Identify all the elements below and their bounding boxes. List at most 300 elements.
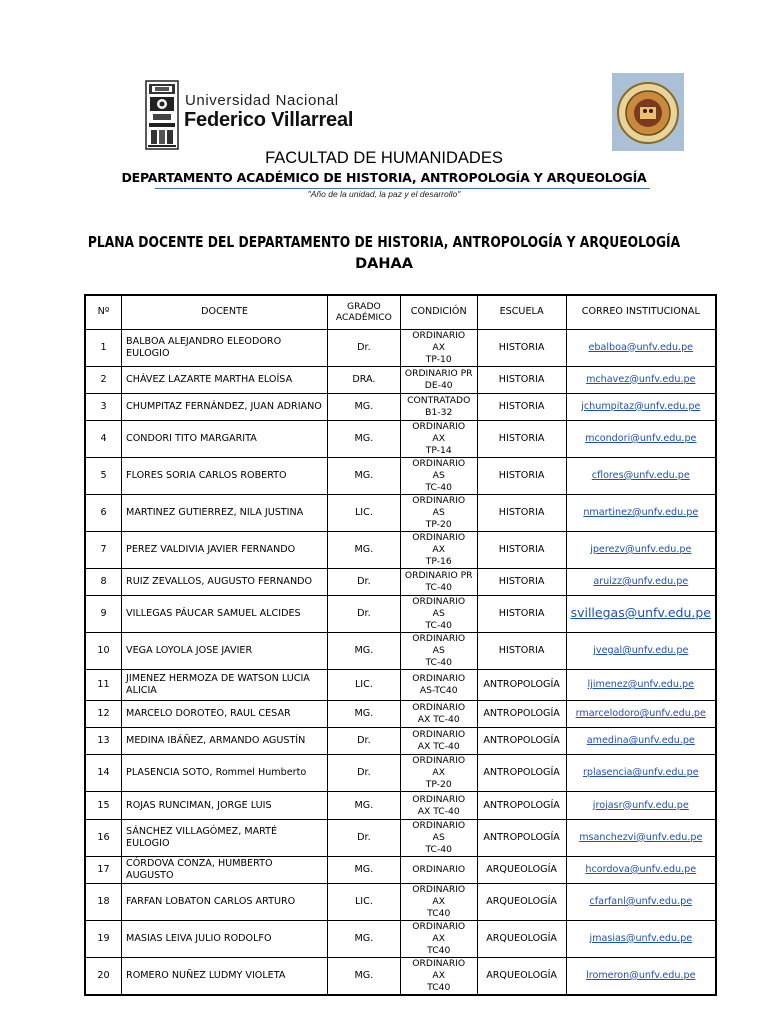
- academic-degree: MG.: [354, 645, 374, 657]
- condition-line2: TP-20: [425, 518, 452, 530]
- school-name: HISTORIA: [498, 543, 545, 555]
- row-number: 2: [100, 373, 107, 385]
- academic-degree: MG.: [354, 969, 374, 981]
- row-number: 17: [97, 863, 110, 875]
- academic-degree: MG.: [354, 708, 374, 720]
- cell-correo: [566, 329, 716, 366]
- teacher-name-cont: ALICIA: [126, 685, 157, 697]
- condition-line1: ORDINARIO: [412, 673, 466, 685]
- cell-grado: [328, 329, 401, 366]
- cell-grado: [328, 366, 401, 393]
- school-name: HISTORIA: [498, 469, 545, 481]
- condition-line2: TC40: [427, 944, 451, 956]
- academic-degree: MG.: [354, 432, 374, 444]
- academic-degree: LIC.: [354, 506, 373, 518]
- table-row: [85, 920, 716, 957]
- cell-correo: [566, 633, 716, 670]
- cell-num: [85, 792, 122, 819]
- teacher-name: MASIAS LEIVA JULIO RODOLFO: [126, 932, 272, 944]
- cell-grado: [328, 568, 401, 595]
- cell-grado: [328, 728, 401, 755]
- table-row: [85, 568, 716, 595]
- row-number: 5: [100, 469, 107, 481]
- academic-degree: Dr.: [357, 341, 371, 353]
- condition-line1: ORDINARIO AX: [412, 957, 466, 981]
- email-link[interactable]: lromeron@unfv.edu.pe: [586, 969, 696, 981]
- cell-num: [85, 596, 122, 633]
- table-row: [85, 494, 716, 531]
- row-number: 9: [100, 608, 107, 620]
- cell-grado: [328, 792, 401, 819]
- cell-condicion: [400, 920, 477, 957]
- row-number: 15: [97, 799, 110, 811]
- row-number: 16: [97, 831, 110, 843]
- cell-docente: [122, 366, 328, 393]
- cell-num: [85, 568, 122, 595]
- cell-correo: [566, 728, 716, 755]
- cell-escuela: [477, 393, 566, 420]
- table-row: [85, 596, 716, 633]
- teacher-name: RUIZ ZEVALLOS, AUGUSTO FERNANDO: [126, 575, 313, 587]
- department-title: DEPARTAMENTO ACADÉMICO DE HISTORIA, ANTROPOLOGÍA Y ARQUEOLOGÍA: [121, 170, 647, 185]
- condition-line1: ORDINARIO AS: [412, 457, 466, 481]
- condition-line2: DE-40: [424, 379, 453, 391]
- cell-escuela: [477, 596, 566, 633]
- cell-correo: [566, 883, 716, 920]
- motto: "Año de la unidad, la paz y el desarrollo": [307, 189, 461, 199]
- cell-grado: [328, 393, 401, 420]
- cell-correo: [566, 393, 716, 420]
- cell-correo: [566, 568, 716, 595]
- condition-line1: ORDINARIO AX: [412, 329, 466, 353]
- academic-degree: MG.: [354, 863, 374, 875]
- row-number: 6: [100, 506, 107, 518]
- academic-degree: Dr.: [357, 767, 371, 779]
- cell-docente: [122, 819, 328, 856]
- teacher-name: PLASENCIA SOTO, Rommel Humberto: [126, 767, 307, 779]
- academic-degree: LIC.: [354, 679, 373, 691]
- cell-escuela: [477, 329, 566, 366]
- cell-num: [85, 531, 122, 568]
- cell-grado: [328, 420, 401, 457]
- staff-table-body: [85, 329, 716, 995]
- academic-degree: LIC.: [354, 895, 373, 907]
- school-name: HISTORIA: [498, 506, 545, 518]
- school-name: ARQUEOLOGÍA: [486, 863, 557, 875]
- table-header-row: [85, 295, 716, 329]
- cell-correo: [566, 531, 716, 568]
- condition-line1: ORDINARIO AS: [412, 494, 466, 518]
- table-row: [85, 457, 716, 494]
- col-header-condicion: CONDICIÓN: [400, 295, 477, 329]
- cell-correo: [566, 596, 716, 633]
- school-name: ANTROPOLOGÍA: [483, 799, 560, 811]
- email-link[interactable]: rmarcelodoro@unfv.edu.pe: [575, 708, 706, 720]
- condition-line2: TP-14: [425, 444, 452, 456]
- row-number: 10: [97, 645, 110, 657]
- cell-num: [85, 957, 122, 995]
- condition-line2: AX TC-40: [417, 741, 460, 753]
- anniversary-seal-icon: [612, 73, 684, 151]
- email-link[interactable]: jchumpitaz@unfv.edu.pe: [581, 400, 701, 412]
- email-link[interactable]: jmasias@unfv.edu.pe: [589, 932, 693, 944]
- teacher-name: ROJAS RUNCIMAN, JORGE LUIS: [126, 799, 272, 811]
- cell-num: [85, 819, 122, 856]
- cell-num: [85, 856, 122, 883]
- table-row: [85, 670, 716, 701]
- cell-correo: [566, 457, 716, 494]
- email-link[interactable]: ljimenez@unfv.edu.pe: [587, 679, 695, 691]
- cell-docente: [122, 457, 328, 494]
- condition-line2: B1-32: [425, 406, 453, 418]
- cell-num: [85, 366, 122, 393]
- cell-docente: [122, 393, 328, 420]
- email-link[interactable]: mcondori@unfv.edu.pe: [585, 432, 697, 444]
- col-header-correo: CORREO INSTITUCIONAL: [566, 295, 716, 329]
- cell-grado: [328, 701, 401, 728]
- condition-line2: TC-40: [425, 581, 452, 593]
- email-link[interactable]: nmartinez@unfv.edu.pe: [583, 506, 699, 518]
- cell-condicion: [400, 792, 477, 819]
- col-header-grado-line2: ACADÉMICO: [335, 312, 392, 324]
- cell-condicion: [400, 728, 477, 755]
- cell-escuela: [477, 701, 566, 728]
- cell-docente: [122, 883, 328, 920]
- cell-escuela: [477, 457, 566, 494]
- cell-num: [85, 883, 122, 920]
- teacher-name: ROMERO NUÑEZ LUDMY VIOLETA: [126, 969, 286, 981]
- cell-docente: [122, 728, 328, 755]
- cell-escuela: [477, 957, 566, 995]
- cell-docente: [122, 420, 328, 457]
- condition-line2: TC-40: [425, 481, 452, 493]
- teacher-name: BALBOA ALEJANDRO ELEODORO EULOGIO: [126, 335, 282, 359]
- table-row: [85, 728, 716, 755]
- condition-line2: TC40: [427, 907, 451, 919]
- cell-condicion: [400, 596, 477, 633]
- cell-condicion: [400, 957, 477, 995]
- cell-escuela: [477, 568, 566, 595]
- school-name: HISTORIA: [498, 400, 545, 412]
- cell-docente: [122, 755, 328, 792]
- school-name: ARQUEOLOGÍA: [486, 895, 557, 907]
- cell-correo: [566, 856, 716, 883]
- cell-escuela: [477, 728, 566, 755]
- table-row: [85, 701, 716, 728]
- teacher-name: FARFAN LOBATON CARLOS ARTURO: [126, 895, 296, 907]
- cell-correo: [566, 420, 716, 457]
- cell-num: [85, 329, 122, 366]
- cell-docente: [122, 957, 328, 995]
- col-header-docente: DOCENTE: [122, 295, 328, 329]
- row-number: 18: [97, 895, 110, 907]
- document-acronym: DAHAA: [355, 256, 413, 272]
- cell-correo: [566, 670, 716, 701]
- row-number: 3: [100, 400, 107, 412]
- cell-num: [85, 633, 122, 670]
- cell-num: [85, 494, 122, 531]
- condition-line2: TP-20: [425, 779, 452, 791]
- cell-grado: [328, 596, 401, 633]
- academic-degree: MG.: [354, 543, 374, 555]
- email-link[interactable]: cfarfanl@unfv.edu.pe: [589, 895, 693, 907]
- cell-grado: [328, 883, 401, 920]
- email-link[interactable]: jvegal@unfv.edu.pe: [593, 645, 689, 657]
- cell-condicion: [400, 819, 477, 856]
- academic-degree: Dr.: [357, 831, 371, 843]
- academic-degree: Dr.: [357, 608, 371, 620]
- school-name: ARQUEOLOGÍA: [486, 932, 557, 944]
- table-row: [85, 420, 716, 457]
- condition-line1: ORDINARIO: [412, 702, 466, 714]
- teacher-name: VEGA LOYOLA JOSE JAVIER: [126, 645, 253, 657]
- school-name: ANTROPOLOGÍA: [483, 831, 560, 843]
- academic-degree: Dr.: [357, 575, 371, 587]
- condition-line1: ORDINARIO: [412, 793, 466, 805]
- cell-condicion: [400, 701, 477, 728]
- email-link[interactable]: ebalboa@unfv.edu.pe: [588, 341, 694, 353]
- academic-degree: MG.: [354, 799, 374, 811]
- cell-grado: [328, 670, 401, 701]
- cell-grado: [328, 819, 401, 856]
- university-name-line2: Federico Villarreal: [184, 109, 354, 131]
- cell-condicion: [400, 531, 477, 568]
- cell-correo: [566, 957, 716, 995]
- row-number: 13: [97, 735, 110, 747]
- table-row: [85, 329, 716, 366]
- cell-escuela: [477, 633, 566, 670]
- condition-line2: TC-40: [425, 843, 452, 855]
- condition-line1: ORDINARIO AX: [412, 755, 466, 779]
- table-row: [85, 792, 716, 819]
- university-logo: [145, 80, 354, 150]
- cell-correo: [566, 819, 716, 856]
- row-number: 19: [97, 932, 110, 944]
- table-row: [85, 819, 716, 856]
- cell-escuela: [477, 494, 566, 531]
- document-title: PLANA DOCENTE DEL DEPARTAMENTO DE HISTORIA, ANTROPOLOGÍA Y ARQUEOLOGÍA: [87, 233, 681, 251]
- cell-correo: [566, 494, 716, 531]
- row-number: 12: [97, 708, 110, 720]
- cell-docente: [122, 596, 328, 633]
- cell-condicion: [400, 420, 477, 457]
- table-row: [85, 393, 716, 420]
- cell-grado: [328, 920, 401, 957]
- condition-line2: TP-10: [425, 353, 452, 365]
- cell-docente: [122, 568, 328, 595]
- cell-escuela: [477, 755, 566, 792]
- teacher-name: CÓRDOVA CONZA, HUMBERTO AUGUSTO: [126, 857, 273, 881]
- email-link[interactable]: rplasencia@unfv.edu.pe: [582, 767, 699, 779]
- cell-escuela: [477, 792, 566, 819]
- condition-line1: ORDINARIO AX: [412, 883, 466, 907]
- cell-docente: [122, 701, 328, 728]
- cell-escuela: [477, 420, 566, 457]
- university-name-line1: Universidad Nacional: [185, 92, 339, 109]
- cell-docente: [122, 494, 328, 531]
- cell-num: [85, 457, 122, 494]
- table-row: [85, 366, 716, 393]
- school-name: HISTORIA: [498, 373, 545, 385]
- school-name: HISTORIA: [498, 432, 545, 444]
- condition-line1: ORDINARIO PR: [404, 569, 473, 581]
- cell-num: [85, 393, 122, 420]
- cell-docente: [122, 670, 328, 701]
- condition-line1: ORDINARIO: [412, 729, 466, 741]
- cell-escuela: [477, 920, 566, 957]
- cell-correo: [566, 366, 716, 393]
- condition-line1: ORDINARIO PR: [404, 367, 473, 379]
- cell-docente: [122, 920, 328, 957]
- teacher-name: FLORES SORIA CARLOS ROBERTO: [126, 469, 287, 481]
- teacher-name: CHUMPITAZ FERNÁNDEZ, JUAN ADRIANO: [126, 400, 322, 412]
- cell-grado: [328, 856, 401, 883]
- university-crest-icon: [145, 80, 179, 150]
- teacher-name: MARCELO DOROTEO, RAUL CESAR: [126, 708, 291, 720]
- cell-num: [85, 920, 122, 957]
- teacher-name: SÁNCHEZ VILLAGÓMEZ, MARTÉ EULOGIO: [126, 825, 278, 849]
- academic-degree: MG.: [354, 400, 374, 412]
- teacher-name: MEDINA IBÁÑEZ, ARMANDO AGUSTÍN: [126, 735, 306, 747]
- cell-num: [85, 670, 122, 701]
- table-row: [85, 755, 716, 792]
- cell-num: [85, 701, 122, 728]
- school-name: HISTORIA: [498, 645, 545, 657]
- school-name: ANTROPOLOGÍA: [483, 679, 560, 691]
- condition-line1: ORDINARIO: [412, 863, 466, 875]
- email-link[interactable]: amedina@unfv.edu.pe: [586, 735, 695, 747]
- cell-grado: [328, 494, 401, 531]
- email-link[interactable]: msanchezvi@unfv.edu.pe: [579, 831, 703, 843]
- condition-line2: TC40: [427, 981, 451, 993]
- col-header-escuela: ESCUELA: [477, 295, 566, 329]
- cell-grado: [328, 457, 401, 494]
- cell-condicion: [400, 393, 477, 420]
- condition-line1: ORDINARIO AX: [412, 920, 466, 944]
- condition-line2: AX TC-40: [417, 714, 460, 726]
- cell-correo: [566, 755, 716, 792]
- cell-num: [85, 728, 122, 755]
- teacher-name: JIMENEZ HERMOZA DE WATSON LUCIA: [126, 673, 310, 685]
- condition-line1: ORDINARIO AS: [412, 819, 466, 843]
- cell-docente: [122, 633, 328, 670]
- cell-escuela: [477, 366, 566, 393]
- row-number: 14: [97, 767, 110, 779]
- cell-condicion: [400, 670, 477, 701]
- cell-grado: [328, 633, 401, 670]
- cell-escuela: [477, 531, 566, 568]
- condition-line1: ORDINARIO AX: [412, 420, 466, 444]
- school-name: ANTROPOLOGÍA: [483, 767, 560, 779]
- table-row: [85, 856, 716, 883]
- cell-docente: [122, 329, 328, 366]
- cell-grado: [328, 531, 401, 568]
- condition-line2: TP-16: [425, 555, 452, 567]
- anniversary-seal: [612, 73, 684, 151]
- col-header-num: Nº: [85, 295, 122, 329]
- cell-escuela: [477, 856, 566, 883]
- cell-correo: [566, 701, 716, 728]
- email-link[interactable]: jperezv@unfv.edu.pe: [590, 543, 692, 555]
- academic-degree: MG.: [354, 932, 374, 944]
- condition-line2: AX TC-40: [417, 805, 460, 817]
- row-number: 11: [97, 679, 110, 691]
- cell-condicion: [400, 366, 477, 393]
- row-number: 8: [100, 575, 107, 587]
- cell-condicion: [400, 568, 477, 595]
- cell-escuela: [477, 819, 566, 856]
- row-number: 20: [97, 969, 110, 981]
- condition-line1: ORDINARIO AX: [412, 531, 466, 555]
- condition-line1: ORDINARIO AS: [412, 596, 466, 620]
- school-name: ARQUEOLOGÍA: [486, 969, 557, 981]
- condition-line2: AS-TC40: [419, 685, 458, 697]
- academic-degree: DRA.: [352, 373, 376, 385]
- school-name: HISTORIA: [498, 575, 545, 587]
- cell-escuela: [477, 670, 566, 701]
- teacher-name: CONDORI TITO MARGARITA: [126, 432, 257, 444]
- cell-condicion: [400, 856, 477, 883]
- cell-num: [85, 420, 122, 457]
- cell-condicion: [400, 883, 477, 920]
- cell-docente: [122, 531, 328, 568]
- row-number: 7: [100, 543, 107, 555]
- cell-correo: [566, 792, 716, 819]
- condition-line1: CONTRATADO: [407, 394, 471, 406]
- cell-num: [85, 755, 122, 792]
- table-row: [85, 883, 716, 920]
- row-number: 1: [100, 341, 107, 353]
- cell-condicion: [400, 633, 477, 670]
- school-name: HISTORIA: [498, 341, 545, 353]
- email-link[interactable]: jrojasr@unfv.edu.pe: [592, 799, 689, 811]
- cell-docente: [122, 792, 328, 819]
- faculty-title: FACULTAD DE HUMANIDADES: [265, 149, 503, 167]
- col-header-grado-line1: GRADO: [347, 301, 381, 313]
- email-link[interactable]: hcordova@unfv.edu.pe: [585, 863, 697, 875]
- table-row: [85, 957, 716, 995]
- academic-degree: MG.: [354, 469, 374, 481]
- table-row: [85, 633, 716, 670]
- row-number: 4: [100, 432, 107, 444]
- email-link[interactable]: mchavez@unfv.edu.pe: [586, 373, 696, 385]
- teacher-name: VILLEGAS PÁUCAR SAMUEL ALCIDES: [126, 608, 301, 620]
- condition-line2: TC-40: [425, 620, 452, 632]
- school-name: ANTROPOLOGÍA: [483, 735, 560, 747]
- email-link[interactable]: cflores@unfv.edu.pe: [591, 469, 690, 481]
- cell-grado: [328, 957, 401, 995]
- cell-grado: [328, 755, 401, 792]
- email-link[interactable]: aruizz@unfv.edu.pe: [593, 575, 689, 587]
- cell-docente: [122, 856, 328, 883]
- condition-line2: TC-40: [425, 657, 452, 669]
- cell-condicion: [400, 494, 477, 531]
- teacher-name: PEREZ VALDIVIA JAVIER FERNANDO: [126, 543, 296, 555]
- cell-condicion: [400, 329, 477, 366]
- teacher-name: MARTINEZ GUTIERREZ, NILA JUSTINA: [126, 506, 304, 518]
- condition-line1: ORDINARIO AS: [412, 633, 466, 657]
- cell-condicion: [400, 457, 477, 494]
- school-name: ANTROPOLOGÍA: [483, 708, 560, 720]
- academic-degree: Dr.: [357, 735, 371, 747]
- email-link[interactable]: svillegas@unfv.edu.pe: [570, 605, 711, 621]
- teacher-name: CHÁVEZ LAZARTE MARTHA ELOÍSA: [126, 373, 293, 385]
- table-row: [85, 531, 716, 568]
- school-name: HISTORIA: [498, 608, 545, 620]
- cell-condicion: [400, 755, 477, 792]
- col-header-grado: [328, 295, 401, 329]
- cell-escuela: [477, 883, 566, 920]
